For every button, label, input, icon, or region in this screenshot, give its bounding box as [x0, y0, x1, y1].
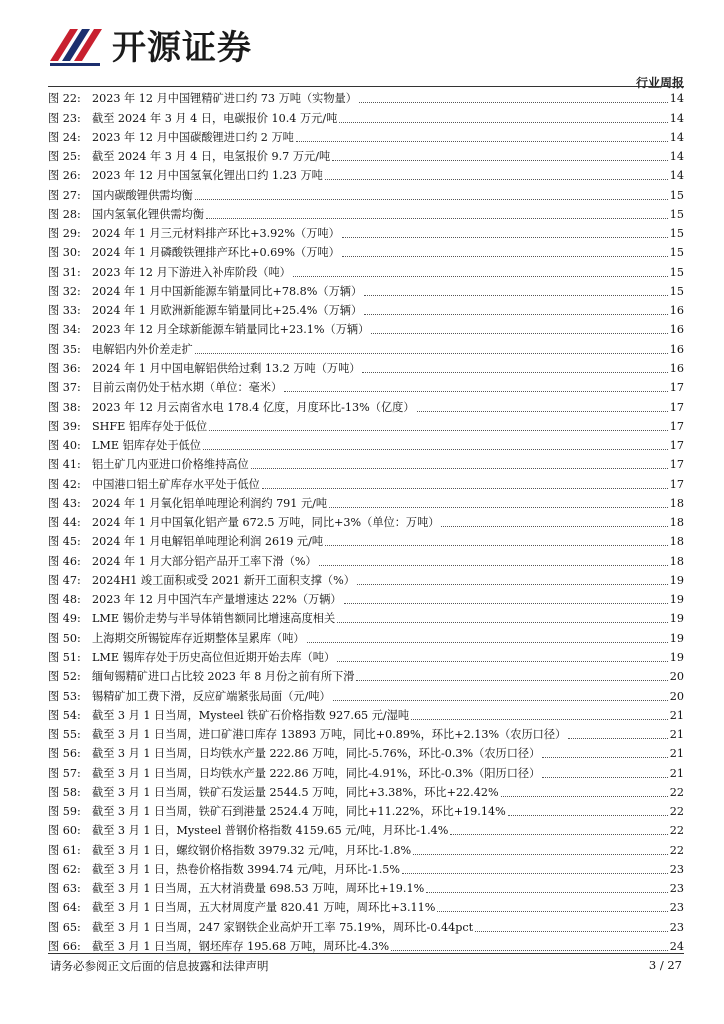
toc-figure-title: 截至 3 月 1 日当周，进口矿港口库存 13893 万吨，同比+0.89%，环比+2.13%（农历口径）	[92, 728, 567, 742]
toc-page-number: 18	[669, 496, 684, 510]
toc-page-number: 15	[669, 265, 684, 279]
toc-leader-dots	[325, 179, 668, 180]
toc-page-number: 14	[669, 92, 684, 106]
toc-leader-dots	[402, 873, 668, 874]
toc-leader-dots	[296, 141, 668, 142]
toc-leader-dots	[542, 757, 667, 758]
toc-figure-number: 图 40:	[48, 439, 81, 453]
toc-page-number: 14	[669, 130, 684, 144]
toc-entry[interactable]	[48, 569, 684, 588]
toc-figure-number: 图 22:	[48, 92, 81, 106]
toc-leader-dots	[284, 391, 668, 392]
toc-figure-number: 图 37:	[48, 381, 81, 395]
toc-figure-title: 2023 年 12 月中国锂精矿进口约 73 万吨（实物量）	[92, 92, 357, 106]
page-header	[48, 14, 684, 90]
toc-figure-title: 2023 年 12 月中国氢氧化锂出口约 1.23 万吨	[92, 169, 323, 183]
toc-figure-number: 图 30:	[48, 246, 81, 260]
toc-entry[interactable]	[48, 704, 684, 723]
toc-leader-dots	[441, 526, 667, 527]
toc-figure-title: 2024 年 1 月大部分铝产品开工率下滑（%）	[92, 554, 317, 568]
toc-entry[interactable]	[48, 222, 684, 241]
toc-page-number: 18	[669, 516, 684, 530]
toc-leader-dots	[319, 565, 668, 566]
toc-figure-number: 图 42:	[48, 477, 81, 491]
toc-entry[interactable]	[48, 665, 684, 684]
toc-entry[interactable]	[48, 376, 684, 395]
toc-page-number: 15	[669, 188, 684, 202]
toc-leader-dots	[339, 122, 667, 123]
toc-figure-title: 截至 3 月 1 日当周，五大材消费量 698.53 万吨，周环比+19.1%	[92, 882, 425, 896]
toc-figure-title: 截至 3 月 1 日，热卷价格指数 3994.74 元/吨，月环比-1.5%	[92, 862, 400, 876]
toc-figure-title: 2023 年 12 月下游进入补库阶段（吨）	[92, 265, 291, 279]
toc-leader-dots	[411, 719, 668, 720]
toc-page-number: 15	[669, 246, 684, 260]
report-type-label: 行业周报	[635, 76, 684, 90]
toc-entry[interactable]	[48, 877, 684, 896]
toc-figure-title: SHFE 铝库存处于低位	[92, 419, 208, 433]
toc-figure-title: 截至 3 月 1 日当周，五大材周度产量 820.41 万吨，周环比+3.11%	[92, 901, 436, 915]
toc-leader-dots	[508, 815, 668, 816]
toc-figure-number: 图 38:	[48, 400, 81, 414]
toc-figure-title: 缅甸锡精矿进口占比较 2023 年 8 月份之前有所下滑	[92, 670, 355, 684]
toc-leader-dots	[413, 854, 668, 855]
toc-figure-number: 图 46:	[48, 554, 81, 568]
toc-entry[interactable]	[48, 357, 684, 376]
toc-figure-number: 图 29:	[48, 227, 81, 241]
toc-figure-number: 图 61:	[48, 843, 81, 857]
toc-figure-number: 图 58:	[48, 785, 81, 799]
toc-figure-number: 图 66:	[48, 939, 81, 953]
toc-leader-dots	[329, 507, 668, 508]
toc-figure-title: 国内氢氧化锂供需均衡	[92, 207, 204, 221]
toc-entry[interactable]	[48, 511, 684, 530]
toc-leader-dots	[359, 102, 668, 103]
toc-figure-number: 图 44:	[48, 516, 81, 530]
toc-entry[interactable]	[48, 434, 684, 453]
toc-leader-dots	[209, 430, 668, 431]
toc-leader-dots	[542, 777, 667, 778]
toc-page-number: 23	[669, 862, 684, 876]
toc-leader-dots	[364, 314, 668, 315]
toc-leader-dots	[362, 372, 667, 373]
toc-leader-dots	[417, 411, 668, 412]
toc-page-number: 19	[669, 612, 684, 626]
toc-figure-number: 图 45:	[48, 535, 81, 549]
toc-page-number: 15	[669, 207, 684, 221]
toc-page-number: 21	[669, 728, 684, 742]
toc-figure-number: 图 41:	[48, 458, 81, 472]
toc-figure-title: 截至 3 月 1 日当周，日均铁水产量 222.86 万吨，同比-4.91%，环比-0.3%（阳历口径）	[92, 766, 541, 780]
toc-figure-title: 中国港口铝土矿库存水平处于低位	[92, 477, 260, 491]
footer-disclaimer: 请务必参阅正文后面的信息披露和法律声明	[50, 959, 269, 973]
brand-mark-icon	[48, 23, 104, 67]
toc-figure-title: 截至 2024 年 3 月 4 日，电碳报价 10.4 万元/吨	[92, 111, 338, 125]
toc-figure-number: 图 65:	[48, 920, 81, 934]
toc-entry[interactable]	[48, 588, 684, 607]
toc-page-number: 22	[669, 805, 684, 819]
toc-page-number: 22	[669, 785, 684, 799]
toc-page-number: 18	[669, 535, 684, 549]
toc-figure-number: 图 51:	[48, 650, 81, 664]
toc-page-number: 23	[669, 901, 684, 915]
toc-page-number: 19	[669, 631, 684, 645]
toc-page-number: 23	[669, 882, 684, 896]
toc-page-number: 17	[669, 458, 684, 472]
toc-page-number: 17	[669, 439, 684, 453]
toc-figure-title: 截至 2024 年 3 月 4 日，电氢报价 9.7 万元/吨	[92, 150, 331, 164]
toc-figure-title: 铝土矿几内亚进口价格维持高位	[92, 458, 249, 472]
toc-page-number: 19	[669, 650, 684, 664]
toc-leader-dots	[337, 661, 668, 662]
toc-entry[interactable]	[48, 626, 684, 645]
toc-leader-dots	[371, 333, 667, 334]
toc-figure-title: 2023 年 12 月中国碳酸锂进口约 2 万吨	[92, 130, 294, 144]
toc-entry[interactable]	[48, 800, 684, 819]
toc-figure-title: 电解铝内外价差走扩	[92, 342, 193, 356]
toc-entry[interactable]	[48, 858, 684, 877]
toc-page-number: 22	[669, 824, 684, 838]
toc-figure-number: 图 64:	[48, 901, 81, 915]
toc-leader-dots	[195, 353, 668, 354]
toc-figure-number: 图 63:	[48, 882, 81, 896]
toc-figure-number: 图 43:	[48, 496, 81, 510]
toc-entry[interactable]	[48, 241, 684, 260]
toc-leader-dots	[206, 218, 668, 219]
toc-entry[interactable]	[48, 164, 684, 183]
toc-leader-dots	[426, 892, 668, 893]
toc-entry[interactable]	[48, 203, 684, 222]
toc-entry[interactable]	[48, 761, 684, 780]
toc-figure-title: 截至 3 月 1 日当周，钢坯库存 195.68 万吨，周环比-4.3%	[92, 939, 390, 953]
toc-leader-dots	[332, 160, 668, 161]
toc-leader-dots	[342, 256, 668, 257]
toc-entry[interactable]	[48, 260, 684, 279]
toc-entry[interactable]	[48, 299, 684, 318]
toc-page-number: 16	[669, 342, 684, 356]
toc-page-number: 15	[669, 227, 684, 241]
toc-page-number: 17	[669, 419, 684, 433]
toc-page-number: 14	[669, 169, 684, 183]
toc-figure-title: 截至 3 月 1 日当周，247 家钢铁企业高炉开工率 75.19%，周环比-0.44pct	[92, 920, 474, 934]
toc-leader-dots	[203, 449, 668, 450]
toc-entry[interactable]	[48, 935, 684, 954]
toc-page-number: 16	[669, 361, 684, 375]
toc-leader-dots	[450, 834, 667, 835]
toc-leader-dots	[356, 680, 667, 681]
figure-index	[48, 87, 684, 954]
toc-page-number: 21	[669, 747, 684, 761]
toc-leader-dots	[293, 276, 668, 277]
toc-leader-dots	[344, 603, 668, 604]
toc-figure-title: 截至 3 月 1 日当周，铁矿石到港量 2524.4 万吨，同比+11.22%，环比+19.14%	[92, 805, 506, 819]
toc-figure-title: 2024 年 1 月中国氧化铝产量 672.5 万吨，同比+3%（单位：万吨）	[92, 516, 440, 530]
toc-entry[interactable]	[48, 415, 684, 434]
toc-page-number: 14	[669, 150, 684, 164]
toc-figure-title: LME 铝库存处于低位	[92, 439, 201, 453]
toc-page-number: 17	[669, 400, 684, 414]
toc-figure-title: 截至 3 月 1 日当周，日均铁水产量 222.86 万吨，同比-5.76%，环比-0.3%（农历口径）	[92, 747, 541, 761]
toc-figure-number: 图 39:	[48, 419, 81, 433]
toc-entry[interactable]	[48, 87, 684, 106]
toc-entry[interactable]	[48, 819, 684, 838]
toc-figure-title: 2023 年 12 月云南省水电 178.4 亿度，月度环比-13%（亿度）	[92, 400, 415, 414]
toc-entry[interactable]	[48, 646, 684, 665]
toc-figure-number: 图 49:	[48, 612, 81, 626]
toc-page-number: 16	[669, 304, 684, 318]
toc-figure-number: 图 31:	[48, 265, 81, 279]
toc-figure-number: 图 56:	[48, 747, 81, 761]
toc-figure-number: 图 28:	[48, 207, 81, 221]
toc-figure-title: 截至 3 月 1 日当周，Mysteel 铁矿石价格指数 927.65 元/湿吨	[92, 708, 410, 722]
toc-figure-number: 图 59:	[48, 805, 81, 819]
toc-figure-title: 锡精矿加工费下滑，反应矿端紧张局面（元/吨）	[92, 689, 331, 703]
toc-figure-number: 图 25:	[48, 150, 81, 164]
toc-page-number: 23	[669, 920, 684, 934]
toc-figure-title: 2024 年 1 月氧化铝单吨理论利润约 791 元/吨	[92, 496, 328, 510]
toc-page-number: 21	[669, 766, 684, 780]
toc-figure-number: 图 24:	[48, 130, 81, 144]
toc-figure-title: 国内碳酸锂供需均衡	[92, 188, 193, 202]
toc-entry[interactable]	[48, 723, 684, 742]
toc-entry[interactable]	[48, 742, 684, 761]
toc-entry[interactable]	[48, 145, 684, 164]
toc-leader-dots	[475, 931, 668, 932]
footer-page-number: 3 / 27	[648, 958, 682, 972]
toc-entry[interactable]	[48, 896, 684, 915]
toc-page-number: 24	[669, 939, 684, 953]
toc-page-number: 18	[669, 554, 684, 568]
toc-entry[interactable]	[48, 607, 684, 626]
toc-page-number: 21	[669, 708, 684, 722]
toc-leader-dots	[307, 642, 668, 643]
toc-page-number: 19	[669, 573, 684, 587]
toc-page-number: 17	[669, 381, 684, 395]
toc-figure-number: 图 47:	[48, 573, 81, 587]
toc-figure-number: 图 33:	[48, 304, 81, 318]
toc-figure-number: 图 48:	[48, 593, 81, 607]
toc-entry[interactable]	[48, 684, 684, 703]
toc-leader-dots	[262, 488, 668, 489]
brand-name: 开源证券	[112, 28, 252, 68]
toc-leader-dots	[357, 584, 668, 585]
toc-figure-number: 图 50:	[48, 631, 81, 645]
toc-entry[interactable]	[48, 280, 684, 299]
toc-page-number: 19	[669, 593, 684, 607]
toc-figure-number: 图 35:	[48, 342, 81, 356]
toc-figure-title: LME 锡价走势与半导体销售额同比增速高度相关	[92, 612, 336, 626]
toc-figure-title: 上海期交所锡锭库存近期整体呈累库（吨）	[92, 631, 305, 645]
toc-figure-title: 截至 3 月 1 日，螺纹钢价格指数 3979.32 元/吨，月环比-1.8%	[92, 843, 412, 857]
toc-figure-number: 图 55:	[48, 728, 81, 742]
toc-entry[interactable]	[48, 530, 684, 549]
toc-figure-title: 2024 年 1 月电解铝单吨理论利润 2619 元/吨	[92, 535, 324, 549]
toc-figure-title: 2024 年 1 月中国新能源车销量同比+78.8%（万辆）	[92, 284, 363, 298]
toc-entry[interactable]	[48, 915, 684, 934]
toc-entry[interactable]	[48, 106, 684, 125]
toc-leader-dots	[437, 911, 667, 912]
toc-figure-title: 目前云南仍处于枯水期（单位：毫米）	[92, 381, 283, 395]
toc-page-number: 22	[669, 843, 684, 857]
toc-leader-dots	[325, 545, 668, 546]
toc-figure-title: 2024 年 1 月磷酸铁锂排产环比+0.69%（万吨）	[92, 246, 340, 260]
toc-page-number: 20	[669, 689, 684, 703]
toc-entry[interactable]	[48, 838, 684, 857]
toc-figure-title: LME 锡库存处于历史高位但近期开始去库（吨）	[92, 650, 336, 664]
toc-leader-dots	[391, 950, 668, 951]
toc-leader-dots	[333, 700, 668, 701]
toc-leader-dots	[342, 237, 668, 238]
toc-figure-title: 2023 年 12 月全球新能源车销量同比+23.1%（万辆）	[92, 323, 370, 337]
toc-leader-dots	[364, 295, 668, 296]
toc-figure-number: 图 27:	[48, 188, 81, 202]
toc-entry[interactable]	[48, 337, 684, 356]
toc-entry[interactable]	[48, 549, 684, 568]
toc-entry[interactable]	[48, 492, 684, 511]
toc-page-number: 17	[669, 477, 684, 491]
toc-figure-number: 图 53:	[48, 689, 81, 703]
toc-figure-number: 图 36:	[48, 361, 81, 375]
toc-figure-number: 图 54:	[48, 708, 81, 722]
toc-figure-number: 图 32:	[48, 284, 81, 298]
toc-figure-number: 图 34:	[48, 323, 81, 337]
toc-entry[interactable]	[48, 472, 684, 491]
toc-page-number: 15	[669, 284, 684, 298]
toc-figure-title: 截至 3 月 1 日，Mysteel 普钢价格指数 4159.65 元/吨，月环比-1.4%	[92, 824, 449, 838]
toc-figure-title: 2024 年 1 月中国电解铝供给过剩 13.2 万吨（万吨）	[92, 361, 361, 375]
toc-figure-title: 2024 年 1 月三元材料排产环比+3.92%（万吨）	[92, 227, 340, 241]
toc-figure-title: 2024 年 1 月欧洲新能源车销量同比+25.4%（万辆）	[92, 304, 363, 318]
toc-figure-number: 图 23:	[48, 111, 81, 125]
toc-leader-dots	[195, 199, 668, 200]
toc-figure-number: 图 57:	[48, 766, 81, 780]
toc-figure-title: 截至 3 月 1 日当周，铁矿石发运量 2544.5 万吨，同比+3.38%，环比+22.42%	[92, 785, 499, 799]
toc-entry[interactable]	[48, 126, 684, 145]
toc-page-number: 20	[669, 670, 684, 684]
toc-leader-dots	[501, 796, 668, 797]
toc-figure-number: 图 52:	[48, 670, 81, 684]
toc-leader-dots	[251, 468, 668, 469]
toc-figure-number: 图 60:	[48, 824, 81, 838]
toc-entry[interactable]	[48, 395, 684, 414]
toc-entry[interactable]	[48, 781, 684, 800]
toc-page-number: 14	[669, 111, 684, 125]
toc-figure-title: 2023 年 12 月中国汽车产量增速达 22%（万辆）	[92, 593, 342, 607]
toc-leader-dots	[568, 738, 668, 739]
toc-entry[interactable]	[48, 453, 684, 472]
toc-leader-dots	[337, 622, 668, 623]
toc-entry[interactable]	[48, 318, 684, 337]
toc-figure-number: 图 26:	[48, 169, 81, 183]
toc-figure-number: 图 62:	[48, 862, 81, 876]
footer-divider	[48, 953, 684, 954]
toc-figure-title: 2024H1 竣工面积或受 2021 新开工面积支撑（%）	[92, 573, 355, 587]
toc-entry[interactable]	[48, 183, 684, 202]
toc-page-number: 16	[669, 323, 684, 337]
brand-logo	[48, 20, 252, 69]
